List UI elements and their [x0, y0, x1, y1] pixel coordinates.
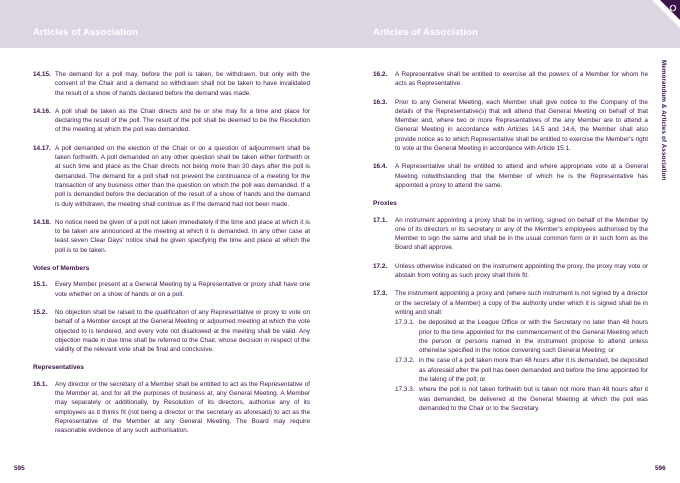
clause-number: 16.3. — [373, 98, 388, 106]
clause — [33, 107, 310, 135]
sub-clause-number: 17.3.2. — [395, 357, 415, 365]
clause — [373, 289, 648, 317]
clause-number: 16.1. — [33, 380, 48, 388]
clause-number: 14.17. — [33, 144, 51, 152]
clause-text: A Representative shall be entitled to attend and where appropriate vote at a General Meeting notwithstanding that the Member of which he is the Representative has appointed a proxy to attend the same. — [395, 163, 648, 189]
clause — [373, 262, 648, 281]
sub-clause-text: where the poll is not taken forthwith but is taken not more than 48 hours after it was demanded, be delivered at the General Meeting at which the poll was demanded to the Chair or to the Secretary. — [419, 386, 648, 412]
clause-text: A poll demanded on the election of the Chair or on a question of adjournment shall be taken forthwith. A poll demanded on any other question shall be taken either forthwith or at such time and place as the Chair directs not being more than 30 days after the poll is demanded. The demand for a poll shall not prevent the continuance of a meeting for the transaction of any business other than the question on which the poll was demanded. If a poll is demanded before the declaration of the result of a show of hands and the demand is duly withdrawn, the meeting shall continue as if the demand had not been made. — [55, 144, 310, 208]
clause-text: No notice need be given of a poll not taken immediately if the time and place at which it is to be taken are announced at the meeting at which it is demanded. In any other case at least seven Clear Days' notice shall be given specifying the time and place at which the poll is to be taken. — [55, 218, 310, 254]
clause — [373, 216, 648, 253]
clause-number: 17.3. — [373, 290, 388, 298]
clause-number: 14.15. — [33, 71, 51, 78]
clause-number: 14.16. — [33, 107, 51, 115]
side-label — [660, 60, 678, 220]
sub-clause — [373, 318, 648, 355]
left-page-title: Articles of Association — [33, 27, 138, 38]
lion-crest-icon — [652, 0, 680, 28]
clause-number: 15.1. — [33, 281, 48, 289]
sub-clause — [373, 385, 648, 413]
side-label-text: Memorandum & Articles of Association — [660, 60, 667, 181]
right-page-title: Articles of Association — [373, 27, 478, 38]
sub-clause-text: be deposited at the League Office or with the Secretary no later than 48 hours prior to the time appointed for the commencement of the General Meeting which the person or persons named in the instrument propose to attend unless otherwise specified in the notice convening such General Meeting; or — [419, 319, 648, 355]
clause-number: 17.1. — [373, 216, 388, 224]
clause — [33, 280, 310, 299]
clause-number: 15.2. — [33, 308, 48, 316]
clause — [33, 218, 310, 255]
clause — [33, 380, 310, 436]
section-heading-proxies: Proxies — [373, 200, 397, 208]
clause-text: Prior to any General Meeting, each Member shall give notice to the Company of the details of the Representative(s) that will attend that General Meeting on behalf of that Member and, where two or more Representatives of the any Member are to attend a General Meeting in accordance with Articles 14.5 and 14.6, the Member shall also provide notice as to which Representative shall be entitled to exercise the Member's right to vote at the General Meeting in accordance with Article 15.1. — [395, 98, 648, 153]
clause-text: An instrument appointing a proxy shall be in writing, signed on behalf of the Member by one of its directors or its secretary or any of the Member's employees authorised by the Member to sign the same and shall be in the usual common form or in such form as the Board shall approve. — [395, 216, 648, 252]
clause-number: 16.2. — [373, 71, 388, 78]
sub-clause-text: in the case of a poll taken more than 48 hours after it is demanded, be deposited as aforesaid after the poll has been demanded and before the time appointed for the taking of the poll; or — [419, 357, 648, 384]
clause-number: 14.18. — [33, 218, 51, 226]
section-heading-representatives: Representatives — [33, 364, 84, 372]
clause — [33, 144, 310, 209]
clause — [373, 162, 648, 190]
page-number-right: 596 — [655, 465, 666, 472]
sub-clause-number: 17.3.3. — [395, 386, 415, 394]
clause-text: A poll shall be taken as the Chair directs and he or she may fix a time and place for declaring the result of the poll. The result of the poll shall be deemed to be the Resolution of the meeting at which the poll was demanded. — [55, 107, 310, 134]
clause-text: Unless otherwise indicated on the instrument appointing the proxy, the proxy may vote or abstain from voting as such proxy shall think fit. — [395, 262, 648, 280]
clause-text: Every Member present at a General Meeting by a Representative or proxy shall have one vote whether on a show of hands or on a poll. — [55, 281, 310, 298]
clause-text: The demand for a poll may, before the poll is taken, be withdrawn, but only with the consent of the Chair and a demand so withdrawn shall not be taken to have invalidated the result of a show of hands declared before the demand was made. — [55, 71, 310, 97]
clause-text: No objection shall be raised to the qualification of any Representative or proxy to vote on behalf of a Member except at the General Meeting or adjourned meeting at which the vote objected to is tendered, and every vote not disallowed at the meeting shall be valid. Any objection made in due time shall be referred to the Chair, whose decision in respect of the validity of the relevant vote shall be final and conclusive. — [55, 308, 310, 354]
clause — [373, 98, 648, 154]
clause — [373, 70, 648, 89]
clause — [33, 70, 310, 98]
header-band — [0, 0, 680, 48]
clause-number: 16.4. — [373, 163, 388, 171]
page-number-left: 595 — [14, 465, 25, 472]
clause — [33, 308, 310, 354]
clause-text: The instrument appointing a proxy and (where such instrument is not signed by a director or the secretary of a Member) a copy of the authority under which it is signed shall be in writing and shall: — [395, 290, 648, 316]
right-column — [373, 70, 648, 414]
left-column — [33, 70, 310, 445]
clause-text: Any director or the secretary of a Member shall be entitled to act as the Representative of the Member at, and for all the purposes of business at, any General Meeting. A Member may separately or additionally, by Resolution of its directors, authorise any of its employees as it thinks fit (not being a director or the secretary as aforesaid) to act as the Representative of the Member at any General Meeting. The Board may require reasonable evidence of any such authorisation. — [55, 380, 310, 435]
clause-text: A Representative shall be entitled to exercise all the powers of a Member for whom he acts as Representative. — [395, 71, 648, 88]
sub-clause — [373, 356, 648, 384]
clause-number: 17.2. — [373, 262, 388, 270]
sub-clause-number: 17.3.1. — [395, 319, 415, 327]
section-heading-votes: Votes of Members — [33, 265, 90, 273]
